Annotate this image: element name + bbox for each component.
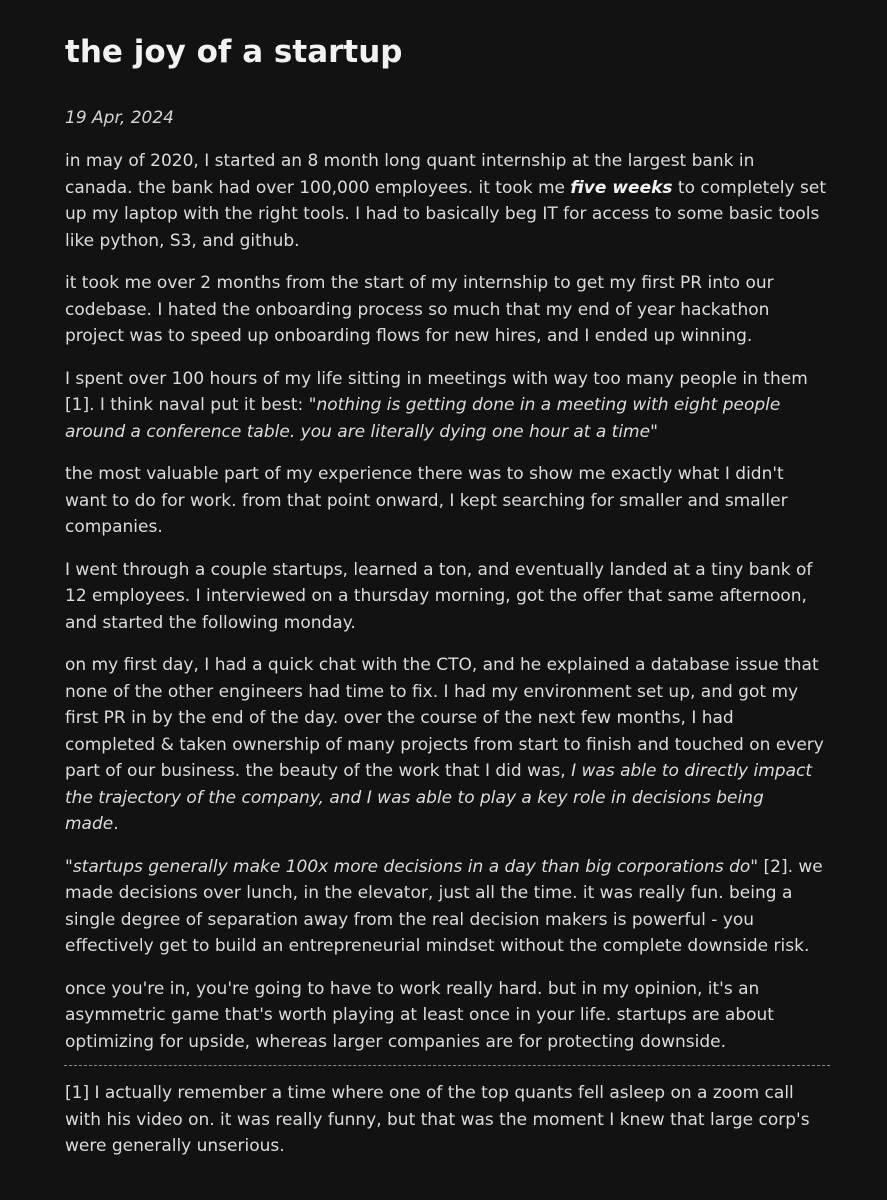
- text-line: once you're in, you're going to have to work really hard. but in my opinion, it's an: [65, 978, 760, 999]
- article-body: [65, 148, 840, 1176]
- text-line: [65, 758, 840, 785]
- quote-emphasis: startups generally make 100x more decisions in a day than big corporations do: [72, 856, 751, 877]
- text-span: canada. the bank had over 100,000 employees. it took me: [65, 177, 571, 198]
- text-span: part of our business. the beauty of the work that I did was,: [65, 761, 572, 781]
- text-line: were generally unserious.: [65, 1136, 285, 1156]
- quote-emphasis: around a conference table. you are literally dying one hour at a time: [65, 421, 651, 442]
- text-line: [65, 785, 840, 812]
- text-line: [65, 419, 840, 446]
- text-line: asymmetric game that's worth playing at least once in your life. startups are about: [65, 1005, 774, 1025]
- text-line: [65, 854, 840, 881]
- text-line: effectively get to build an entrepreneurial mindset without the complete downside risk.: [65, 936, 810, 956]
- text-span: ": [650, 421, 658, 442]
- text-line: up my laptop with the right tools. I had to basically beg IT for access to some basic tools: [65, 204, 820, 224]
- text-line: none of the other engineers had time to fix. I had my environment set up, and got my: [65, 681, 799, 702]
- quote-emphasis: nothing is getting done in a meeting with eight people: [316, 395, 781, 415]
- emphasis-five-weeks: five weeks: [570, 177, 673, 198]
- paragraph-6: [65, 652, 840, 838]
- paragraph-7: [65, 854, 840, 960]
- text-line: optimizing for upside, whereas larger companies are for protecting downside.: [65, 1031, 726, 1052]
- text-span: ": [65, 856, 73, 877]
- paragraph-2: [65, 270, 840, 350]
- text-line: codebase. I hated the onboarding process so much that my end of year hackathon: [65, 299, 770, 320]
- text-line: companies.: [65, 517, 163, 537]
- paragraph-1: [65, 148, 840, 254]
- text-line: like python, S3, and github.: [65, 230, 300, 251]
- text-line: made decisions over lunch, in the elevator, just all the time. it was really fun. being a: [65, 883, 793, 903]
- footnote-1: [65, 1080, 840, 1160]
- text-line: first PR in by the end of the day. over the course of the next few months, I had: [65, 708, 734, 728]
- text-line: I went through a couple startups, learned a ton, and eventually landed at a tiny bank of: [65, 559, 813, 580]
- text-span: to completely set: [672, 177, 826, 198]
- text-span: .: [113, 814, 119, 834]
- text-line: completed & taken ownership of many projects from start to finish and touched on every: [65, 734, 824, 755]
- text-line: and started the following monday.: [65, 612, 356, 633]
- text-line: 12 employees. I interviewed on a thursday morning, got the offer that same afternoon,: [65, 586, 807, 606]
- text-line: in may of 2020, I started an 8 month long quant internship at the largest bank in: [65, 151, 755, 171]
- text-line: want to do for work. from that point onward, I kept searching for smaller and smaller: [65, 490, 788, 511]
- text-line: on my first day, I had a quick chat with the CTO, and he explained a database issue that: [65, 655, 819, 675]
- paragraph-3: [65, 366, 840, 446]
- text-line: it took me over 2 months from the start of my internship to get my first PR into our: [65, 273, 774, 293]
- text-line: [65, 392, 840, 419]
- text-line: project was to speed up onboarding flows for new hires, and I ended up winning.: [65, 326, 753, 346]
- text-line: [1] I actually remember a time where one of the top quants fell asleep on a zoom call: [65, 1083, 794, 1103]
- paragraph-4: [65, 461, 840, 541]
- text-line: [65, 811, 840, 838]
- paragraph-8: [65, 976, 840, 1056]
- page-title: the joy of a startup: [65, 34, 403, 70]
- text-line: with his video on. it was really funny, but that was the moment I knew that large corp's: [65, 1109, 810, 1130]
- text-line: the most valuable part of my experience there was to show me exactly what I didn't: [65, 464, 784, 484]
- cropped-header-text: [66, 0, 186, 2]
- text-line: [65, 175, 840, 202]
- italic-emphasis: I was able to directly impact: [571, 761, 813, 781]
- italic-emphasis: the trajectory of the company, and I was able to play a key role in decisions being: [65, 787, 764, 808]
- text-line: single degree of separation away from the real decision makers is powerful - you: [65, 909, 755, 930]
- footnote-divider: [64, 1065, 830, 1066]
- text-span: " [2]. we: [750, 856, 823, 877]
- text-line: I spent over 100 hours of my life sitting in meetings with way too many people in them: [65, 368, 808, 389]
- paragraph-5: [65, 557, 840, 637]
- post-date: 19 Apr, 2024: [65, 108, 174, 128]
- text-span: [1]. I think naval put it best: ": [65, 395, 317, 415]
- italic-emphasis: made: [65, 814, 114, 834]
